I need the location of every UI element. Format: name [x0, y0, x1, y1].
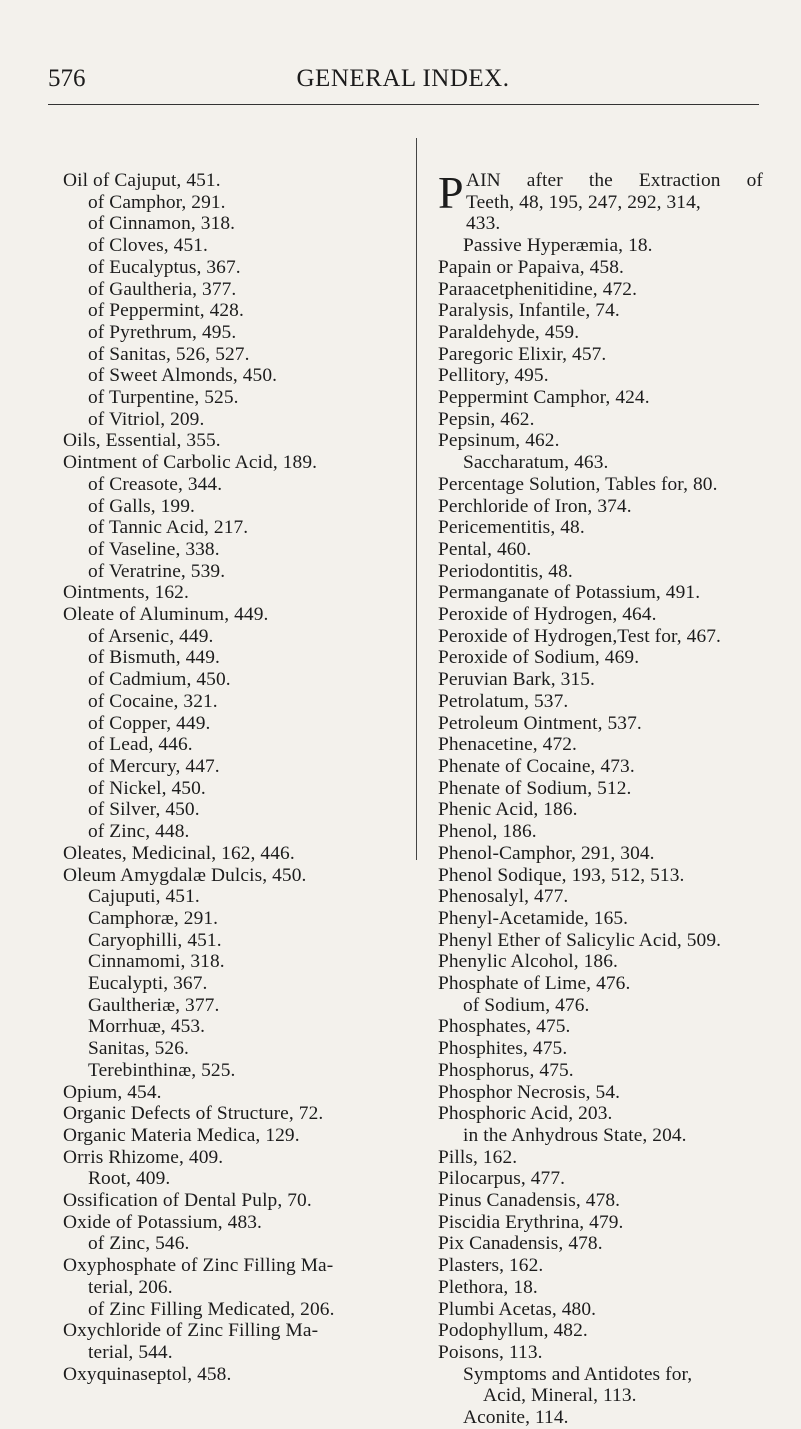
- index-entry: of Cocaine, 321.: [88, 690, 218, 712]
- index-entry: of Sodium, 476.: [463, 994, 590, 1016]
- index-entry: of Zinc Filling Medicated, 206.: [88, 1298, 335, 1320]
- index-entry: Oxyphosphate of Zinc Filling Ma-: [63, 1255, 334, 1277]
- index-entry: of Sanitas, 526, 527.: [88, 343, 250, 365]
- index-entry: of Eucalyptus, 367.: [88, 256, 241, 278]
- index-entry: Organic Defects of Structure, 72.: [63, 1103, 324, 1125]
- index-entry: Petroleum Ointment, 537.: [438, 712, 642, 734]
- index-entry: Pental, 460.: [438, 538, 532, 560]
- index-entry-text: Teeth, 48, 195, 247, 292, 314,: [466, 191, 701, 213]
- index-entry: Phosphate of Lime, 476.: [438, 973, 631, 995]
- index-entry: Paraldehyde, 459.: [438, 321, 580, 343]
- index-entry: Permanganate of Potassium, 491.: [438, 582, 701, 604]
- index-entry: Pericementitis, 48.: [438, 517, 585, 539]
- index-entry: Peruvian Bark, 315.: [438, 669, 595, 691]
- index-entry: of Peppermint, 428.: [88, 300, 244, 322]
- index-entry: of Camphor, 291.: [88, 191, 226, 213]
- index-entry: Phenol Sodique, 193, 512, 513.: [438, 864, 685, 886]
- index-entry: Paraacetphenitidine, 472.: [438, 278, 638, 300]
- index-entry: Oleum Amygdalæ Dulcis, 450.: [63, 864, 307, 886]
- index-entry: Pellitory, 495.: [438, 365, 549, 387]
- index-entry: Piscidia Erythrina, 479.: [438, 1211, 624, 1233]
- index-entry: Papain or Papaiva, 458.: [438, 256, 624, 278]
- index-entry: of Turpentine, 525.: [88, 387, 239, 409]
- index-entry: Plethora, 18.: [438, 1276, 538, 1298]
- index-entry: Ointment of Carbolic Acid, 189.: [63, 452, 318, 474]
- index-entry: Peppermint Camphor, 424.: [438, 387, 650, 409]
- index-entry: Oxyquinaseptol, 458.: [63, 1363, 232, 1385]
- page-header: [48, 62, 758, 96]
- index-entry: Aconite, 114.: [463, 1407, 569, 1429]
- index-entry: of Bismuth, 449.: [88, 647, 220, 669]
- index-entry: Cajuputi, 451.: [88, 886, 200, 908]
- drop-cap: P: [438, 167, 464, 218]
- index-entry: Pilocarpus, 477.: [438, 1168, 566, 1190]
- index-entry: of Silver, 450.: [88, 799, 200, 821]
- index-entry: Oil of Cajuput, 451.: [63, 170, 221, 191]
- index-entry: Ossification of Dental Pulp, 70.: [63, 1190, 312, 1212]
- index-column-left: [63, 170, 411, 1385]
- index-entry: Symptoms and Antidotes for,: [463, 1363, 693, 1385]
- index-entry: of Tannic Acid, 217.: [88, 517, 249, 539]
- index-entry: Passive Hyperæmia, 18.: [463, 235, 653, 257]
- index-entry: Paregoric Elixir, 457.: [438, 343, 607, 365]
- index-entry: of Pyrethrum, 495.: [88, 321, 237, 343]
- running-title: GENERAL INDEX.: [296, 65, 510, 92]
- index-entry-list: [438, 235, 763, 1429]
- index-entry: Plumbi Acetas, 480.: [438, 1298, 597, 1320]
- index-entry: Phenosalyl, 477.: [438, 886, 569, 908]
- index-entry: of Creasote, 344.: [88, 473, 223, 495]
- index-entry: Phenate of Cocaine, 473.: [438, 755, 635, 777]
- index-entry: Orris Rhizome, 409.: [63, 1146, 224, 1168]
- index-entry: Phosphites, 475.: [438, 1038, 568, 1060]
- index-entry: Phenate of Sodium, 512.: [438, 777, 632, 799]
- index-entry: Phenol-Camphor, 291, 304.: [438, 842, 655, 864]
- index-entry: Oxychloride of Zinc Filling Ma-: [63, 1320, 319, 1342]
- index-entry: of Vaseline, 338.: [88, 538, 220, 560]
- index-entry: Opium, 454.: [63, 1081, 162, 1103]
- index-entry: Oleates, Medicinal, 162, 446.: [63, 842, 295, 864]
- index-entry: of Zinc, 448.: [88, 821, 190, 843]
- index-column-right: [438, 167, 763, 1429]
- index-entry: Petrolatum, 537.: [438, 690, 569, 712]
- index-entry: Pinus Canadensis, 478.: [438, 1190, 621, 1212]
- index-entry: Phosphorus, 475.: [438, 1059, 574, 1081]
- index-entry: Phenic Acid, 186.: [438, 799, 578, 821]
- index-entry: Sanitas, 526.: [88, 1038, 189, 1060]
- index-entry: of Lead, 446.: [88, 734, 193, 756]
- index-entry: Phenyl Ether of Salicylic Acid, 509.: [438, 929, 722, 951]
- index-entry: Pix Canadensis, 478.: [438, 1233, 603, 1255]
- index-entry: Pills, 162.: [438, 1146, 518, 1168]
- column-divider: [416, 138, 417, 860]
- index-entry-text: 433.: [466, 213, 501, 235]
- index-entry: Periodontitis, 48.: [438, 560, 573, 582]
- index-entry: Phosphoric Acid, 203.: [438, 1103, 613, 1125]
- index-entry: of Cinnamon, 318.: [88, 213, 236, 235]
- index-entry: Oleate of Aluminum, 449.: [63, 604, 269, 626]
- index-entry: Caryophilli, 451.: [88, 929, 222, 951]
- index-entry: Saccharatum, 463.: [463, 452, 609, 474]
- index-entry: Peroxide of Hydrogen,Test for, 467.: [438, 625, 722, 647]
- index-entry: of Sweet Almonds, 450.: [88, 365, 278, 387]
- index-entry: Acid, Mineral, 113.: [483, 1385, 637, 1407]
- index-entry: Phenylic Alcohol, 186.: [438, 951, 618, 973]
- index-entry: of Arsenic, 449.: [88, 625, 214, 647]
- index-entry: Organic Materia Medica, 129.: [63, 1124, 300, 1146]
- index-entry: of Gaultheria, 377.: [88, 278, 237, 300]
- index-entry-first: [438, 167, 763, 235]
- index-entry: of Mercury, 447.: [88, 755, 220, 777]
- index-entry: Gaultheriæ, 377.: [88, 994, 220, 1016]
- page-number: 576: [48, 65, 86, 92]
- index-entry: of Nickel, 450.: [88, 777, 206, 799]
- index-entry: Paralysis, Infantile, 74.: [438, 300, 620, 322]
- index-entry: Poisons, 113.: [438, 1341, 543, 1363]
- index-entry-text: AIN after the Extraction of: [466, 170, 763, 191]
- index-entry: of Cadmium, 450.: [88, 669, 231, 691]
- index-entry: Phosphates, 475.: [438, 1016, 571, 1038]
- index-entry: of Galls, 199.: [88, 495, 195, 517]
- index-entry: Podophyllum, 482.: [438, 1320, 588, 1342]
- index-entry: Peroxide of Hydrogen, 464.: [438, 604, 657, 626]
- index-entry: Phenacetine, 472.: [438, 734, 578, 756]
- index-entry: of Cloves, 451.: [88, 235, 208, 257]
- index-entry: Phenyl-Acetamide, 165.: [438, 907, 629, 929]
- index-entry: Pepsin, 462.: [438, 408, 535, 430]
- index-entry: of Copper, 449.: [88, 712, 211, 734]
- index-entry: Camphoræ, 291.: [88, 907, 219, 929]
- index-entry: Perchloride of Iron, 374.: [438, 495, 632, 517]
- index-entry: Pepsinum, 462.: [438, 430, 560, 452]
- index-entry: of Veratrine, 539.: [88, 560, 226, 582]
- index-entry: Root, 409.: [88, 1168, 171, 1190]
- index-entry: Phenol, 186.: [438, 821, 537, 843]
- index-entry: Phosphor Necrosis, 54.: [438, 1081, 621, 1103]
- header-rule: [48, 104, 759, 105]
- index-entry: Percentage Solution, Tables for, 80.: [438, 473, 718, 495]
- index-entry: Ointments, 162.: [63, 582, 189, 604]
- index-entry: Morrhuæ, 453.: [88, 1016, 206, 1038]
- index-entry: Oils, Essential, 355.: [63, 430, 221, 452]
- index-entry: Terebinthinæ, 525.: [88, 1059, 236, 1081]
- index-entry: in the Anhydrous State, 204.: [463, 1124, 687, 1146]
- index-entry: Plasters, 162.: [438, 1255, 544, 1277]
- index-entry: Eucalypti, 367.: [88, 973, 208, 995]
- index-entry: Oxide of Potassium, 483.: [63, 1211, 262, 1233]
- index-entry: Cinnamomi, 318.: [88, 951, 225, 973]
- index-entry: terial, 206.: [88, 1276, 173, 1298]
- index-entry: terial, 544.: [88, 1341, 173, 1363]
- index-entry: Peroxide of Sodium, 469.: [438, 647, 640, 669]
- index-entry: of Zinc, 546.: [88, 1233, 190, 1255]
- index-entry: of Vitriol, 209.: [88, 408, 205, 430]
